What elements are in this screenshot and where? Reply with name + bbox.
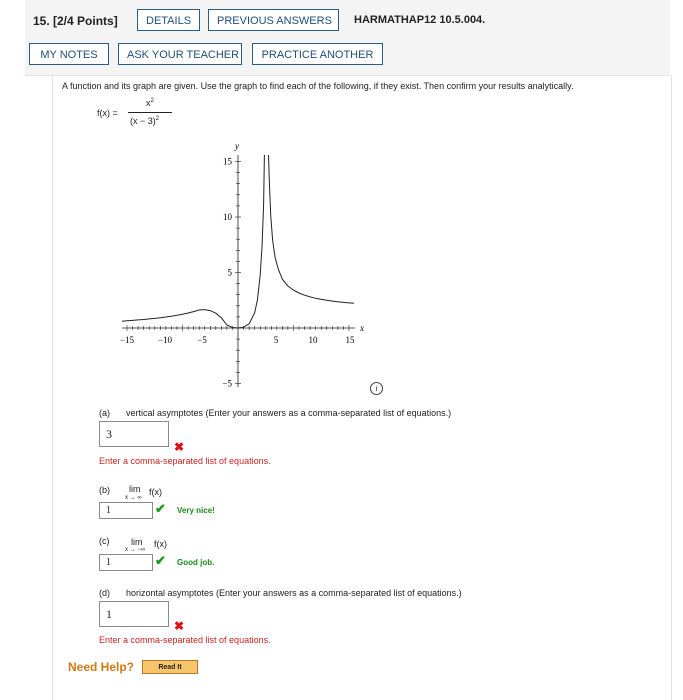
- curve-right-branch: [269, 155, 355, 303]
- part-b-tag: (b): [99, 485, 110, 495]
- part-d-feedback: Enter a comma-separated list of equations.: [99, 635, 271, 645]
- y-tick-label: 5: [227, 267, 232, 278]
- part-a-tag: (a): [99, 408, 110, 418]
- part-c-lim: lim: [131, 537, 143, 547]
- read-it-button[interactable]: Read It: [142, 660, 198, 674]
- part-b-function: f(x): [149, 487, 162, 497]
- correct-icon: ✔: [155, 553, 166, 568]
- x-tick-label: 5: [273, 335, 279, 345]
- x-axis-label: x: [360, 323, 364, 333]
- y-ticks: [235, 162, 241, 384]
- fraction-bar: [128, 112, 172, 113]
- x-tick-label: 10: [308, 335, 318, 345]
- part-a-feedback: Enter a comma-separated list of equations.: [99, 456, 271, 466]
- practice-another-button[interactable]: PRACTICE ANOTHER: [252, 43, 383, 65]
- part-d-text: horizontal asymptotes (Enter your answers as a comma-separated list of equations.): [126, 588, 462, 598]
- part-b-feedback: Very nice!: [177, 506, 215, 515]
- x-tick-label: 15: [345, 335, 355, 345]
- part-c-tag: (c): [99, 536, 110, 546]
- previous-answers-button[interactable]: PREVIOUS ANSWERS: [208, 9, 339, 31]
- part-b-answer-input[interactable]: 1: [99, 502, 153, 519]
- incorrect-icon: ✖: [174, 440, 185, 454]
- y-tick-label: −5: [222, 378, 232, 389]
- part-c-limit-subscript: x → −∞: [125, 547, 146, 553]
- part-c-feedback: Good job.: [177, 558, 215, 567]
- function-lhs: f(x) =: [97, 108, 118, 118]
- y-tick-label: 15: [223, 156, 232, 167]
- x-tick-label: −15: [119, 335, 135, 345]
- question-number: 15. [2/4 Points]: [33, 14, 118, 28]
- function-numerator: $x^2$: [146, 98, 154, 108]
- x-tick-label: −10: [157, 335, 173, 345]
- details-button[interactable]: DETAILS: [137, 9, 200, 31]
- part-b-limit-subscript: x → ∞: [125, 495, 142, 501]
- function-denominator: $(x - 3)^2$: [130, 116, 160, 126]
- part-a-text: vertical asymptotes (Enter your answers as a comma-separated list of equations.): [126, 408, 452, 418]
- part-c-answer-input[interactable]: 1: [99, 554, 153, 571]
- incorrect-icon: ✖: [174, 619, 185, 633]
- part-c-function: f(x): [154, 539, 167, 549]
- my-notes-button[interactable]: MY NOTES: [29, 43, 109, 65]
- correct-icon: ✔: [155, 501, 166, 516]
- ask-teacher-button[interactable]: ASK YOUR TEACHER: [118, 43, 242, 65]
- x-tick-label: −5: [197, 335, 207, 345]
- info-icon[interactable]: i: [370, 382, 383, 395]
- part-d-tag: (d): [99, 588, 110, 598]
- curve-left-branch: [122, 155, 264, 328]
- y-tick-label: 10: [223, 212, 232, 222]
- function-graph: [110, 135, 370, 395]
- part-a-answer-input[interactable]: 3: [99, 421, 169, 447]
- part-d-answer-input[interactable]: 1: [99, 601, 169, 627]
- y-axis-label: y: [235, 141, 239, 151]
- part-b-lim: lim: [129, 484, 141, 494]
- need-help-label: Need Help?: [68, 660, 135, 674]
- assignment-id: HARMATHAP12 10.5.004.: [354, 14, 486, 26]
- question-prompt: A function and its graph are given. Use the graph to find each of the following, if they exist. Then confirm your results analytically.: [62, 81, 574, 91]
